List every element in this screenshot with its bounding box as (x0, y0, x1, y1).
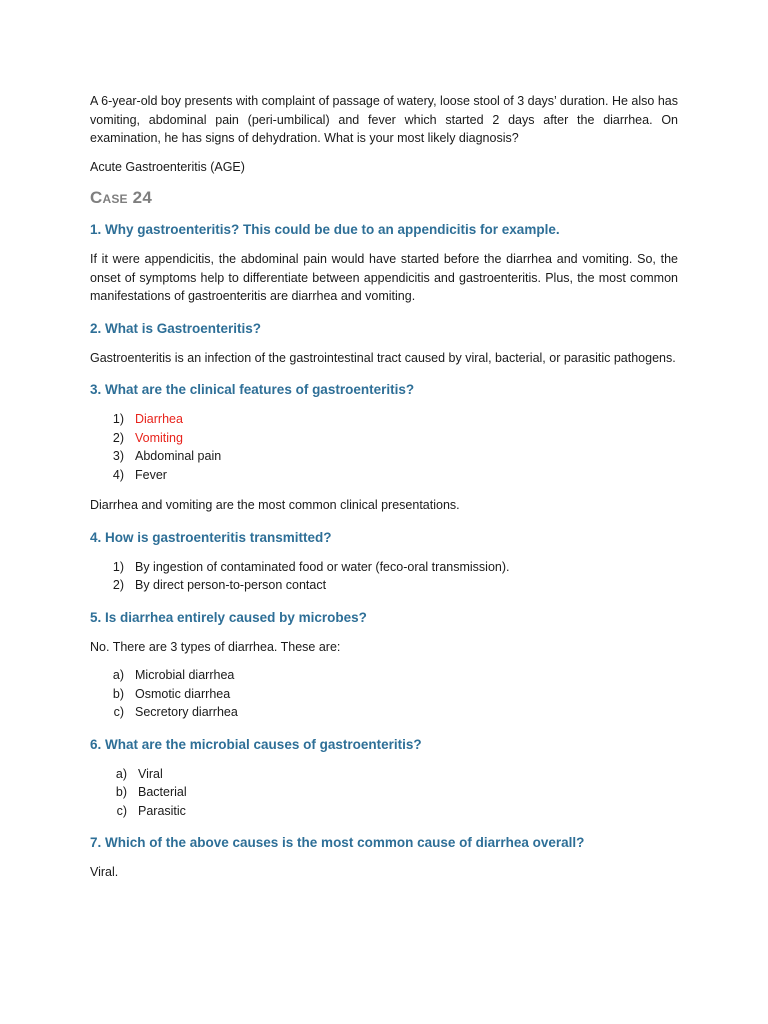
list-item: 2) By direct person-to-person contact (90, 576, 678, 595)
list-item: a) Microbial diarrhea (90, 666, 678, 685)
diarrhea-types-list (90, 666, 678, 722)
list-item-text: Bacterial (138, 785, 187, 799)
list-item: b) Bacterial (90, 783, 678, 802)
question-4: 4. How is gastroenteritis transmitted? (90, 529, 332, 545)
list-item-text: Secretory diarrhea (135, 705, 238, 719)
microbial-causes-list (90, 765, 678, 821)
question-6: 6. What are the microbial causes of gastroenteritis? (90, 736, 422, 752)
list-item: c) Secretory diarrhea (90, 703, 678, 722)
list-item-text: Abdominal pain (135, 449, 222, 463)
list-item: 1) By ingestion of contaminated food or water (feco-oral transmission). (90, 558, 678, 577)
question-1: 1. Why gastroenteritis? This could be due to an appendicitis for example. (90, 222, 560, 237)
list-item-text: By direct person-to-person contact (135, 578, 327, 592)
list-item: 1) Diarrhea (90, 410, 678, 429)
list-item: b) Osmotic diarrhea (90, 685, 678, 704)
answer-3-note: Diarrhea and vomiting are the most common clinical presentations. (90, 498, 460, 512)
list-item-text: Osmotic diarrhea (135, 686, 231, 701)
list-item-text: By ingestion of contaminated food or water (feco-oral transmission). (135, 559, 510, 574)
intro-paragraph: A 6-year-old boy presents with complaint of passage of watery, loose stool of 3 days’ duration. He also has vomiting, abdominal pain (peri-umbilical) and fever which started 2 days after the diarrhea. On examination, he has signs of dehydration. What is your most likely diagnosis? (90, 94, 678, 145)
list-item-text: Viral (138, 766, 163, 781)
question-2: 2. What is Gastroenteritis? (90, 320, 262, 336)
list-item: c) Parasitic (90, 802, 678, 821)
answer-7: Viral. (90, 865, 119, 879)
list-item: 3) Abdominal pain (90, 447, 678, 466)
list-item-text: Vomiting (135, 430, 183, 445)
diagnosis-answer: Acute Gastroenteritis (AGE) (90, 159, 245, 174)
list-item: 2) Vomiting (90, 429, 678, 448)
list-item-text: Fever (135, 467, 167, 482)
clinical-features-list (90, 410, 678, 484)
question-7: 7. Which of the above causes is the most common cause of diarrhea overall? (90, 835, 585, 850)
transmission-list (90, 558, 678, 595)
list-item-text: Parasitic (138, 803, 186, 818)
case-title: Case 24 (90, 188, 152, 207)
list-item: a) Viral (90, 765, 678, 784)
question-5: 5. Is diarrhea entirely caused by microbes? (90, 609, 367, 625)
answer-5: No. There are 3 types of diarrhea. These are: (90, 639, 341, 654)
document-page (90, 92, 678, 882)
answer-1: If it were appendicitis, the abdominal pain would have started before the diarrhea and vomiting. So, the onset of symptoms help to differentiate between appendicitis and gastroenteritis. Plus, the most common manifestations of gastroenteritis are diarrhea and vomiting. (90, 252, 678, 303)
question-3: 3. What are the clinical features of gastroenteritis? (90, 382, 415, 397)
answer-2: Gastroenteritis is an infection of the gastrointestinal tract caused by viral, bacterial, or parasitic pathogens. (90, 350, 676, 365)
list-item-text: Diarrhea (135, 412, 183, 426)
list-item: 4) Fever (90, 466, 678, 485)
list-item-text: Microbial diarrhea (135, 668, 235, 682)
